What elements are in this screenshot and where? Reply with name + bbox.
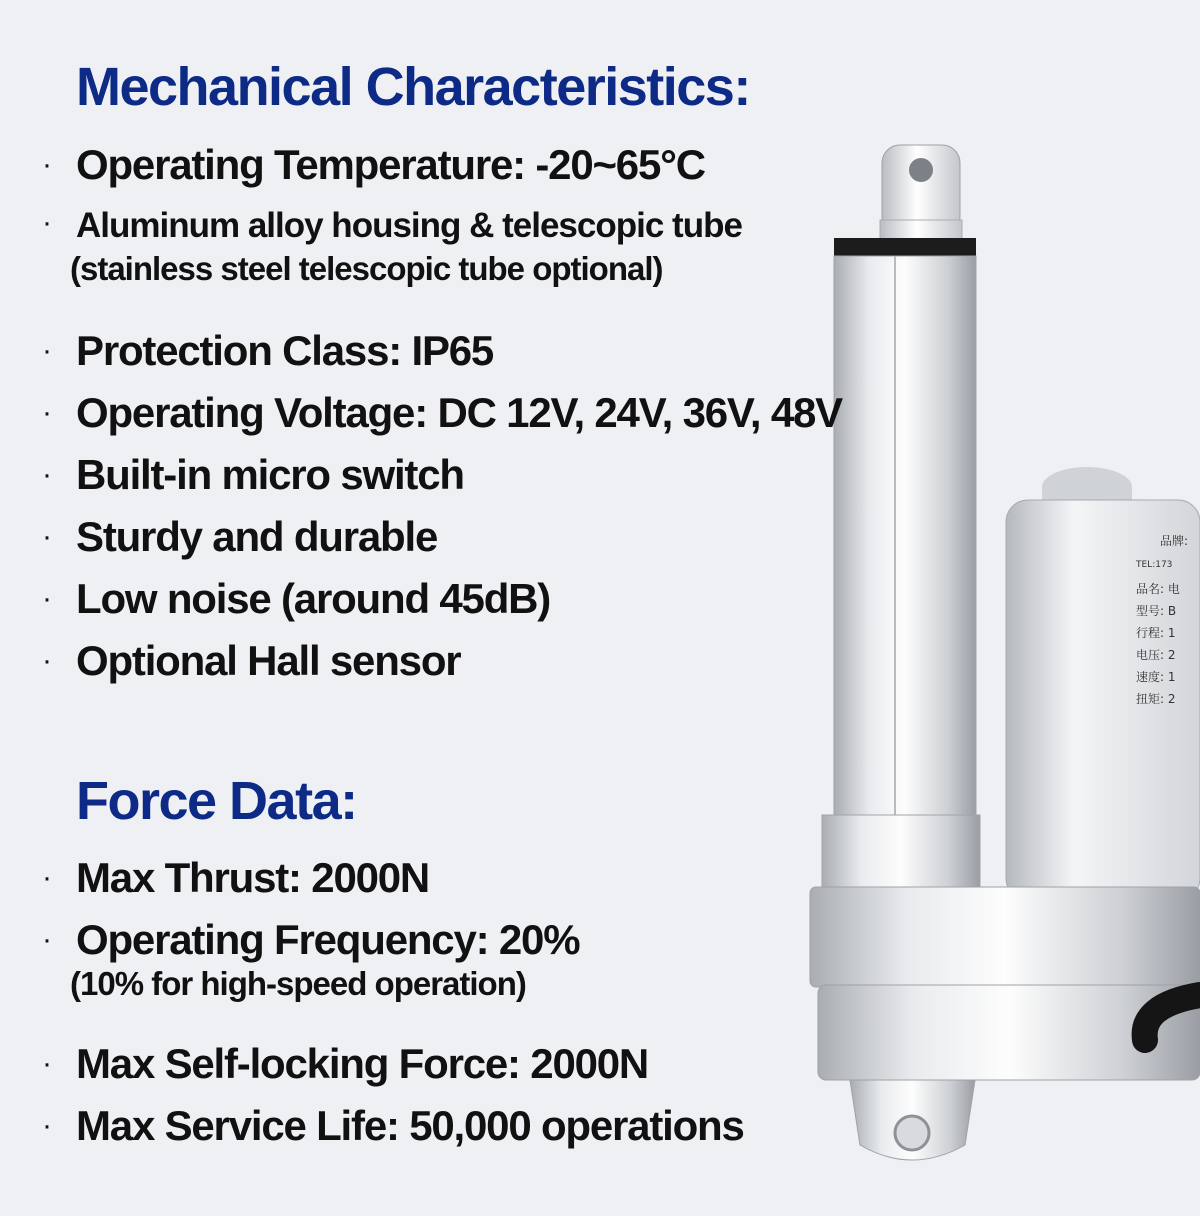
bullet: ·: [42, 520, 52, 553]
item-text: Operating Voltage: DC 12V, 24V, 36V, 48V: [76, 389, 842, 436]
bullet: ·: [42, 923, 52, 956]
bullet: ·: [42, 458, 52, 491]
svg-text:电压: 2: 电压: 2: [1136, 648, 1176, 662]
list-item: [40, 917, 744, 1041]
svg-text:TEL:173: TEL:173: [1136, 560, 1173, 570]
item-text: Operating Temperature: -20~65°C: [76, 141, 705, 188]
list-item: [40, 638, 842, 700]
list-item: [40, 328, 842, 390]
item-text: Max Thrust: 2000N: [76, 854, 430, 901]
list-item: [40, 855, 744, 917]
item-text: Aluminum alloy housing & telescopic tube: [76, 206, 742, 245]
item-subtext: (10% for high-speed operation): [70, 965, 526, 1002]
list-item: [40, 1041, 744, 1103]
bullet: ·: [42, 148, 52, 181]
item-text: Max Self-locking Force: 2000N: [76, 1040, 649, 1087]
item-text: Low noise (around 45dB): [76, 575, 551, 622]
item-text: Operating Frequency: 20%: [76, 916, 580, 963]
list-item: [40, 204, 842, 328]
force-list: [40, 855, 744, 1165]
bullet: ·: [42, 334, 52, 367]
item-text: Max Service Life: 50,000 operations: [76, 1102, 744, 1149]
item-text: Optional Hall sensor: [76, 637, 461, 684]
bullet: ·: [42, 1109, 52, 1142]
svg-text:扭矩: 2: 扭矩: 2: [1136, 692, 1176, 706]
bullet: ·: [42, 1047, 52, 1080]
bullet: ·: [42, 396, 52, 429]
list-item: [40, 452, 842, 514]
list-item: [40, 390, 842, 452]
item-text: Built-in micro switch: [76, 451, 464, 498]
bullet: ·: [42, 206, 52, 239]
svg-text:品牌:: 品牌:: [1160, 534, 1189, 548]
svg-text:品名: 电: 品名: 电: [1136, 582, 1180, 596]
list-item: [40, 142, 842, 198]
list-item: [40, 576, 842, 638]
bullet: ·: [42, 582, 52, 615]
linear-actuator-image: [800, 135, 1200, 1180]
item-text: Protection Class: IP65: [76, 327, 494, 374]
bullet: ·: [42, 644, 52, 677]
svg-text:速度: 1: 速度: 1: [1136, 670, 1176, 684]
force-data-heading: Force Data:: [76, 771, 357, 831]
item-subtext: (stainless steel telescopic tube optional): [70, 250, 663, 287]
svg-text:型号: B: 型号: B: [1136, 604, 1177, 618]
list-item: [40, 1103, 744, 1165]
svg-text:行程: 1: 行程: 1: [1136, 626, 1176, 640]
mechanical-characteristics-heading: Mechanical Characteristics:: [76, 57, 750, 117]
list-item: [40, 514, 842, 576]
mechanical-list: [40, 142, 842, 700]
bullet: ·: [42, 861, 52, 894]
item-text: Sturdy and durable: [76, 513, 438, 560]
